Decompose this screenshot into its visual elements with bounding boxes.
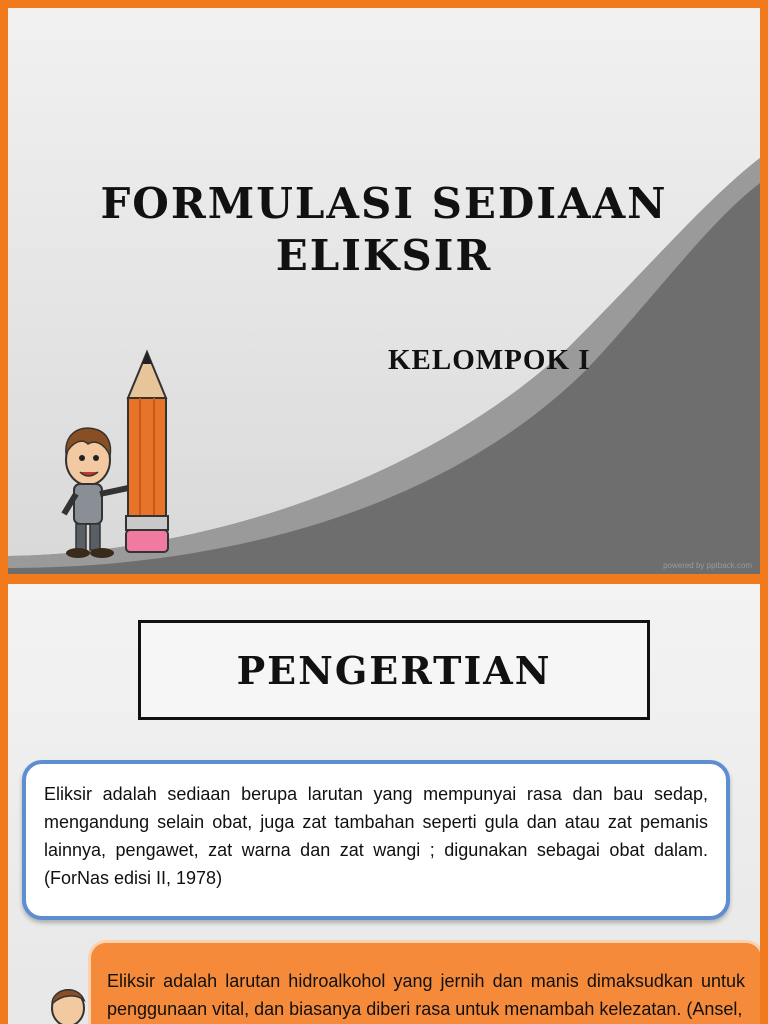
- heading-box: [138, 620, 650, 720]
- boy-illustration-partial: [48, 982, 88, 1024]
- slide-heading: PENGERTIAN: [236, 647, 552, 693]
- slide-1: [8, 8, 760, 574]
- slide-title: FORMULASI SEDIAAN ELIKSIR: [100, 179, 668, 280]
- definition-text-2: Eliksir adalah larutan hidroalkohol yang jernih dan manis dimaksudkan untuk penggunaan vital, dan biasanya diberi rasa untuk menambah kelezatan. (Ansel,: [107, 971, 745, 1019]
- definition-text-1: Eliksir adalah sediaan berupa larutan yang mempunyai rasa dan bau sedap, mengandung selain obat, juga zat tambahan seperti gula dan atau zat pemanis lainnya, pengawet, zat warna dan zat wangi ; digunakan sebagai obat dalam. (ForNas edisi II, 1978): [44, 784, 708, 888]
- footer-credit: powered by pptback.com: [663, 561, 752, 570]
- boy-with-pencil-illustration: [38, 348, 228, 563]
- slide-2: [8, 584, 760, 1024]
- definition-box-2: [88, 940, 760, 1024]
- definition-box-1: [22, 760, 730, 920]
- slide-subtitle: KELOMPOK I: [388, 344, 591, 376]
